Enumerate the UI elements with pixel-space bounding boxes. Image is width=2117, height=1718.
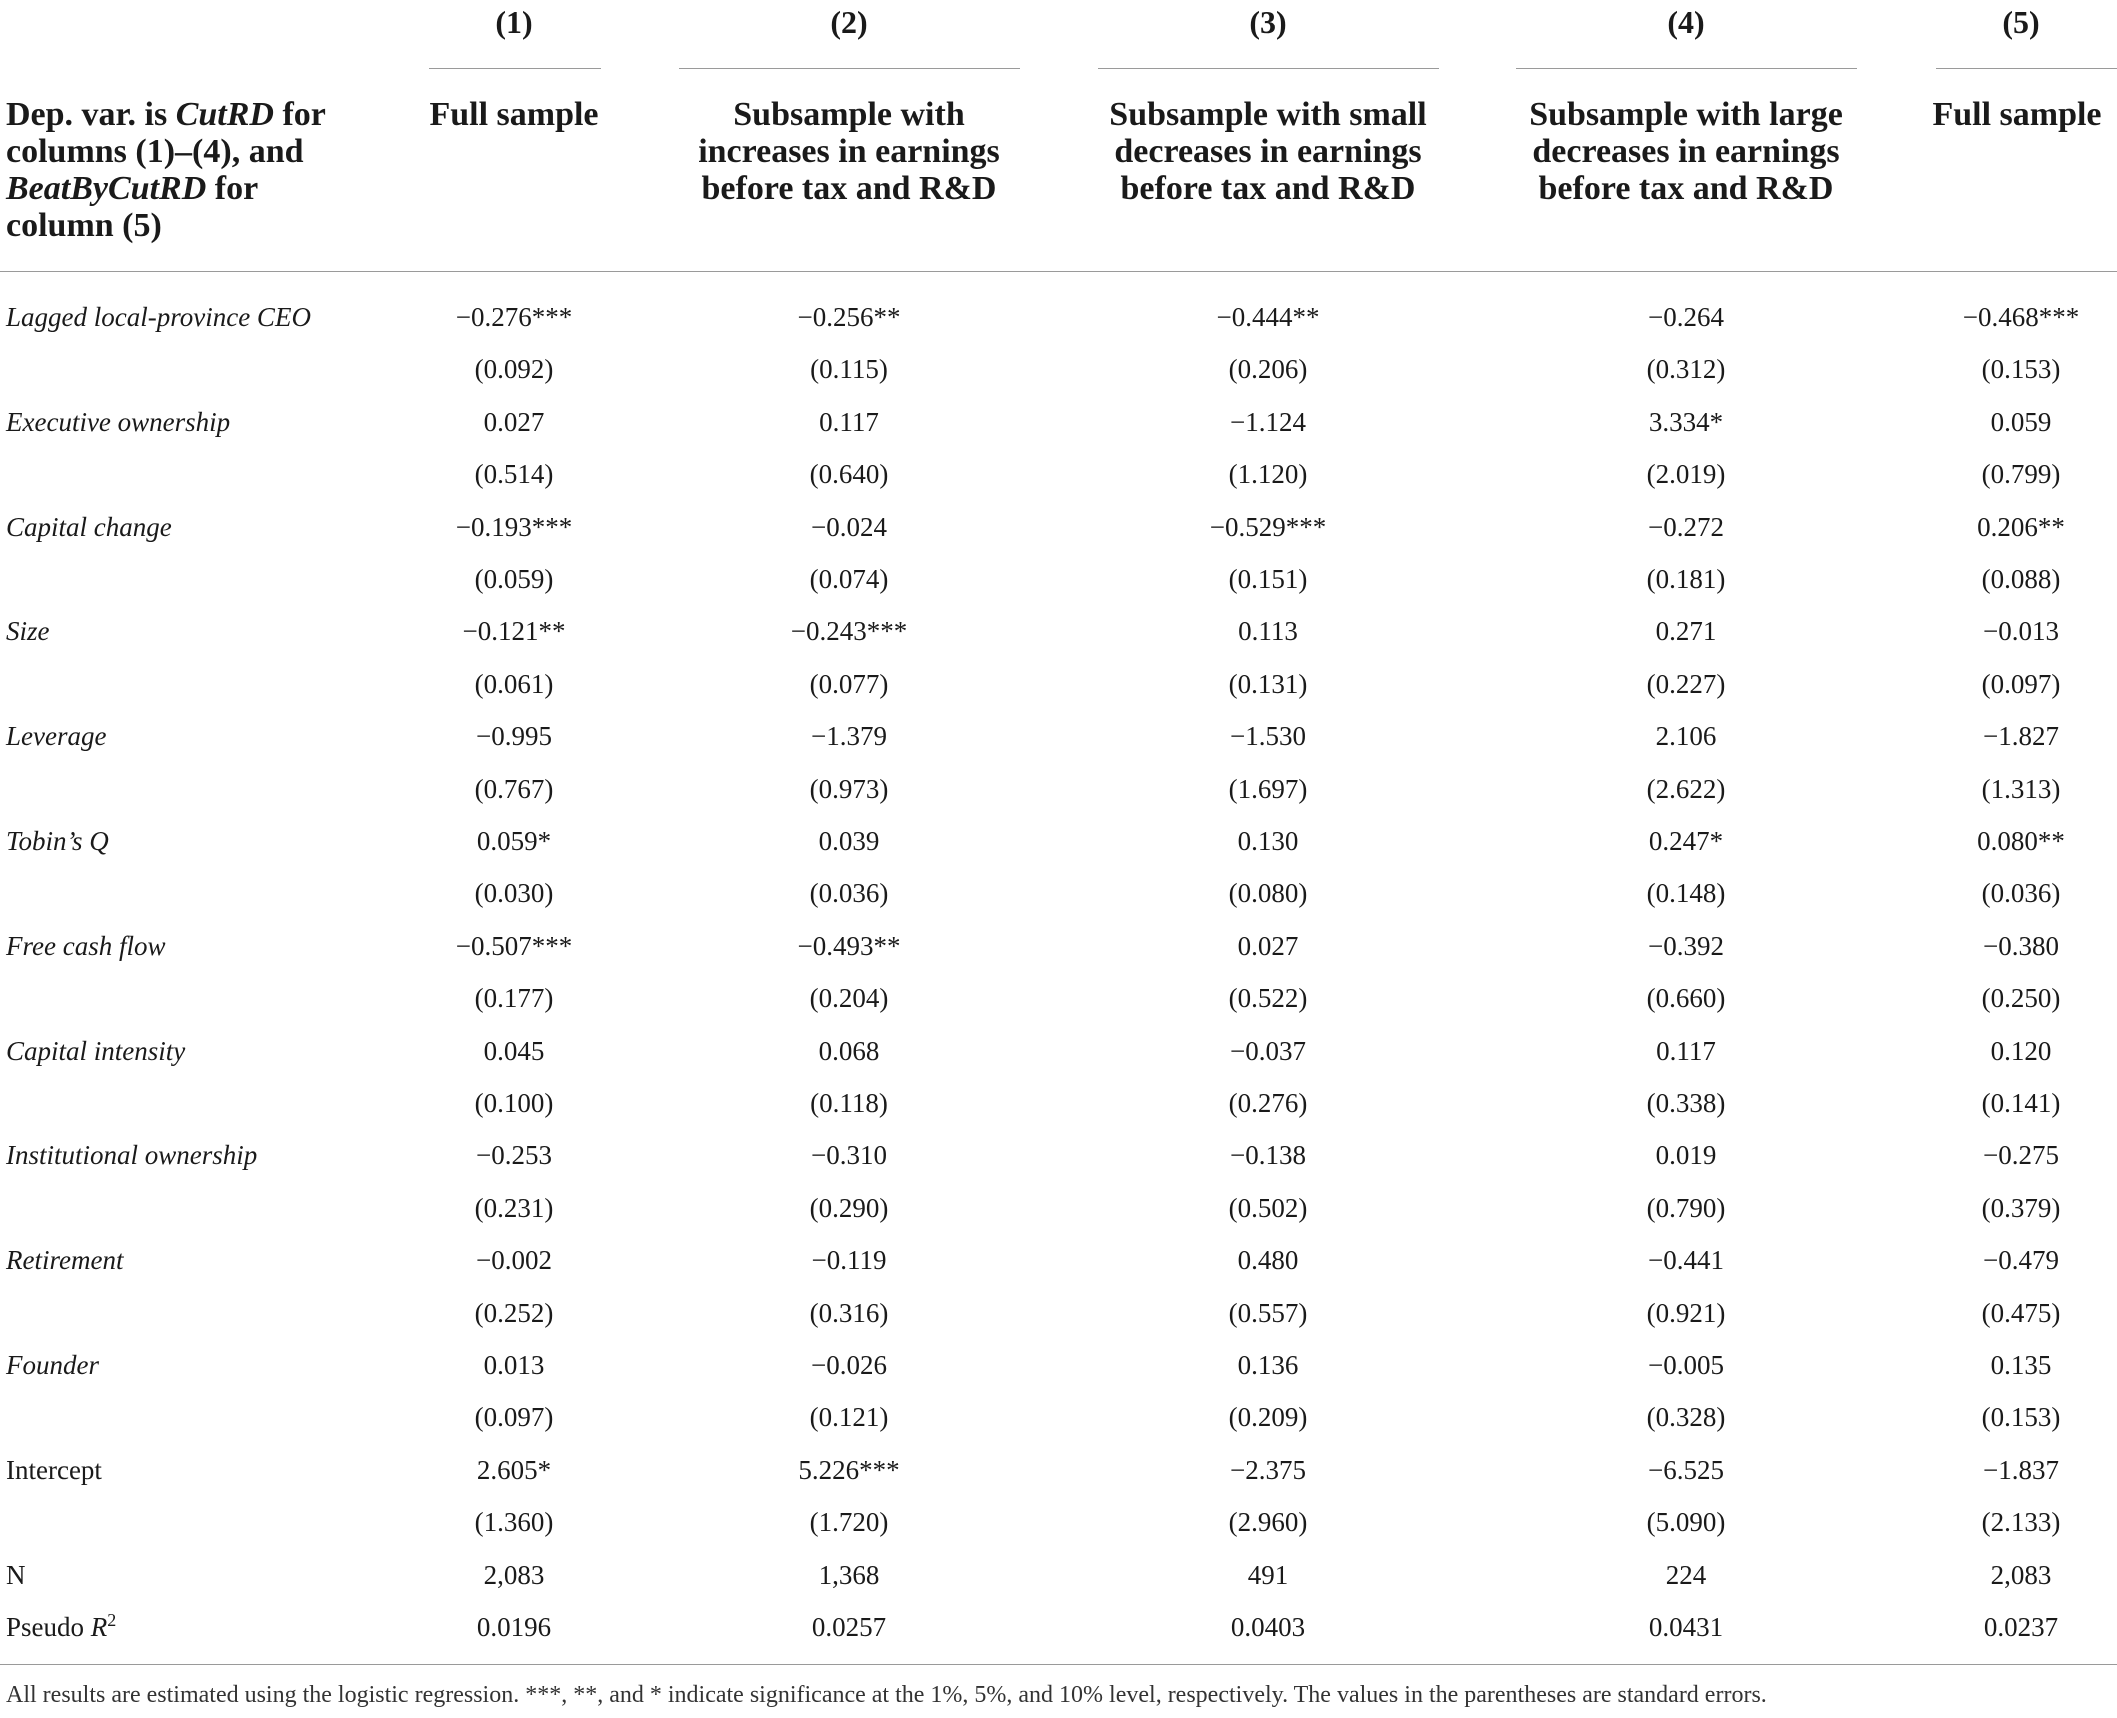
coefficient-cell: 0.059*: [476, 826, 552, 856]
coefficient-cell: −0.310: [811, 1140, 887, 1171]
table-note: All results are estimated using the logistic regression. ***, **, and * indicate significance at the 1%, 5%, and 10% level, respectively. The values in the parentheses are standard errors.: [6, 1682, 1767, 1708]
standard-error-row: [0, 1077, 2117, 1129]
coefficient-cell: −0.468***: [1962, 302, 2080, 332]
standard-error-cell: (0.209): [1228, 1402, 1308, 1433]
standard-error-cell: (0.097): [474, 1402, 554, 1433]
coefficient-cell: 0.080**: [1977, 826, 2065, 856]
coefficient-cell: 2.605*: [476, 1454, 552, 1485]
coefficient-cell: −0.026: [811, 1350, 887, 1380]
coefficient-row: [0, 710, 2117, 762]
coefficient-cell: −0.005: [1648, 1350, 1724, 1380]
standard-error-cell: (1.120): [1228, 459, 1308, 490]
stat-label: Pseudo $R^2$: [6, 1610, 117, 1642]
standard-error-cell: (2.622): [1646, 773, 1726, 804]
standard-error-cell: (0.100): [474, 1088, 554, 1118]
statistic-cell: 0.0237: [1983, 1612, 2059, 1642]
standard-error-cell: (0.276): [1228, 1088, 1308, 1118]
standard-error-cell: (0.660): [1646, 983, 1726, 1014]
row-label: Founder: [6, 1350, 99, 1380]
coefficient-cell: −1.124: [1230, 406, 1306, 437]
row-label: Capital change: [6, 511, 172, 542]
standard-error-cell: (0.077): [809, 668, 889, 699]
coefficient-cell: −0.119: [811, 1245, 887, 1276]
coefficient-cell: 0.013: [483, 1350, 545, 1380]
standard-error-cell: (0.522): [1228, 983, 1308, 1014]
coefficient-cell: −0.479: [1983, 1245, 2059, 1276]
standard-error-cell: (0.061): [474, 668, 554, 699]
standard-error-cell: (0.767): [474, 773, 554, 804]
coefficient-cell: 3.334*: [1648, 406, 1724, 437]
coefficient-cell: 0.271: [1655, 616, 1717, 647]
coefficient-cell: −1.379: [811, 721, 887, 752]
standard-error-row: [0, 763, 2117, 815]
standard-error-cell: (0.290): [809, 1192, 889, 1223]
coefficient-cell: 0.135: [1990, 1350, 2052, 1380]
standard-error-cell: (0.379): [1981, 1192, 2061, 1223]
coefficient-cell: 0.059: [1990, 406, 2052, 437]
coefficient-cell: −0.275: [1983, 1140, 2059, 1171]
standard-error-cell: (0.080): [1228, 878, 1308, 909]
coefficient-cell: −0.121**: [462, 616, 566, 647]
coefficient-cell: −0.002: [476, 1245, 552, 1276]
statistic-cell: 2,083: [483, 1559, 545, 1590]
standard-error-cell: (2.960): [1228, 1507, 1308, 1538]
standard-error-cell: (1.360): [474, 1507, 554, 1538]
row-label: Capital intensity: [6, 1035, 186, 1066]
coefficient-cell: 0.027: [483, 406, 545, 437]
standard-error-cell: (0.204): [809, 983, 889, 1014]
column-heading-5: Full sample: [1932, 96, 2102, 133]
column-number-5: (5): [2002, 4, 2040, 40]
standard-error-cell: (1.313): [1981, 773, 2061, 804]
coefficient-cell: 2.106: [1655, 721, 1717, 752]
column-rule-1: [429, 68, 601, 69]
coefficient-cell: −1.827: [1983, 721, 2059, 752]
coefficient-row: [0, 605, 2117, 657]
coefficient-cell: 0.039: [818, 826, 880, 856]
standard-error-row: [0, 553, 2117, 605]
standard-error-row: [0, 1182, 2117, 1234]
coefficient-row: [0, 501, 2117, 553]
standard-error-cell: (0.799): [1981, 459, 2061, 490]
coefficient-row: [0, 1025, 2117, 1077]
standard-error-cell: (0.312): [1646, 354, 1726, 385]
coefficient-cell: −0.037: [1230, 1035, 1306, 1066]
standard-error-cell: (0.074): [809, 564, 889, 594]
coefficient-cell: −0.529***: [1209, 511, 1327, 542]
column-number-4: (4): [1667, 4, 1705, 40]
coefficient-cell: −0.441: [1648, 1245, 1724, 1276]
coefficient-cell: 0.045: [483, 1035, 545, 1066]
standard-error-cell: (0.030): [474, 878, 554, 909]
standard-error-cell: (0.036): [809, 878, 889, 909]
row-label: Lagged local-province CEO: [6, 302, 311, 332]
standard-error-row: [0, 867, 2117, 919]
column-rule-4: [1516, 68, 1857, 69]
standard-error-cell: (0.250): [1981, 983, 2061, 1014]
coefficient-cell: −6.525: [1648, 1454, 1724, 1485]
coefficient-row: [0, 1339, 2117, 1391]
coefficient-cell: 0.019: [1655, 1140, 1717, 1171]
coefficient-cell: −1.530: [1230, 721, 1306, 752]
standard-error-cell: (2.133): [1981, 1507, 2061, 1538]
statistic-cell: 1,368: [818, 1559, 880, 1590]
stat-label: N: [6, 1559, 26, 1590]
coefficient-cell: −1.837: [1983, 1454, 2059, 1485]
column-rule-5: [1936, 68, 2117, 69]
column-heading-4: Subsample with large decreases in earnings before tax and R&D: [1529, 96, 1843, 207]
standard-error-row: [0, 972, 2117, 1024]
standard-error-cell: (0.153): [1981, 1402, 2061, 1433]
statistics-row: [0, 1601, 2117, 1653]
standard-error-cell: (0.148): [1646, 878, 1726, 909]
row-label: Executive ownership: [6, 406, 231, 437]
coefficient-cell: −0.444**: [1216, 302, 1320, 332]
row-label: Intercept: [6, 1454, 102, 1485]
statistic-cell: 491: [1247, 1559, 1289, 1590]
coefficient-cell: −0.243***: [790, 616, 908, 647]
statistics-row: [0, 1549, 2117, 1601]
statistic-cell: 0.0196: [476, 1612, 552, 1642]
standard-error-cell: (0.973): [809, 773, 889, 804]
coefficient-cell: −0.392: [1648, 930, 1724, 961]
standard-error-cell: (0.181): [1646, 564, 1726, 594]
standard-error-cell: (0.141): [1981, 1088, 2061, 1118]
coefficient-cell: 0.117: [1656, 1035, 1716, 1066]
statistic-cell: 224: [1665, 1559, 1707, 1590]
standard-error-cell: (0.231): [474, 1192, 554, 1223]
coefficient-cell: 0.113: [1238, 616, 1298, 647]
standard-error-cell: (0.328): [1646, 1402, 1726, 1433]
statistic-cell: 0.0403: [1230, 1612, 1306, 1642]
standard-error-row: [0, 658, 2117, 710]
standard-error-row: [0, 1287, 2117, 1339]
coefficient-row: [0, 396, 2117, 448]
statistic-cell: 2,083: [1990, 1559, 2052, 1590]
dependent-variable-header: Dep. var. is CutRD for columns (1)–(4), and BeatByCutRD for column (5): [6, 96, 326, 244]
standard-error-cell: (0.131): [1228, 668, 1308, 699]
standard-error-cell: (0.921): [1646, 1297, 1726, 1328]
standard-error-cell: (0.092): [474, 354, 554, 385]
row-label: Institutional ownership: [6, 1140, 258, 1171]
coefficient-row: [0, 815, 2117, 867]
standard-error-cell: (0.206): [1228, 354, 1308, 385]
coefficient-row: [0, 1129, 2117, 1181]
coefficient-cell: 0.068: [818, 1035, 880, 1066]
coefficient-cell: −0.013: [1983, 616, 2059, 647]
standard-error-cell: (0.227): [1646, 668, 1726, 699]
coefficient-cell: −0.024: [811, 511, 887, 542]
standard-error-cell: (1.720): [809, 1507, 889, 1538]
standard-error-cell: (0.790): [1646, 1192, 1726, 1223]
column-heading-1: Full sample: [429, 96, 599, 133]
coefficient-cell: −0.995: [476, 721, 552, 752]
coefficient-row: [0, 920, 2117, 972]
coefficient-cell: −0.253: [476, 1140, 552, 1171]
standard-error-cell: (0.316): [809, 1297, 889, 1328]
coefficient-cell: −0.507***: [455, 930, 573, 961]
column-rule-2: [679, 68, 1020, 69]
standard-error-row: [0, 1496, 2117, 1548]
standard-error-row: [0, 448, 2117, 500]
standard-error-cell: (0.097): [1981, 668, 2061, 699]
statistic-cell: 0.0431: [1648, 1612, 1724, 1642]
column-number-3: (3): [1249, 4, 1287, 40]
column-heading-2: Subsample with increases in earnings before tax and R&D: [698, 96, 1000, 207]
coefficient-cell: −0.493**: [797, 930, 901, 961]
standard-error-cell: (5.090): [1646, 1507, 1726, 1538]
standard-error-cell: (0.151): [1228, 564, 1308, 594]
standard-error-cell: (0.252): [474, 1297, 554, 1328]
column-heading-3: Subsample with small decreases in earnings before tax and R&D: [1109, 96, 1427, 207]
row-label: Tobin’s Q: [6, 826, 109, 856]
standard-error-cell: (0.121): [809, 1402, 889, 1433]
coefficient-cell: −0.264: [1648, 302, 1724, 332]
standard-error-cell: (0.640): [809, 459, 889, 490]
row-label: Retirement: [6, 1245, 124, 1276]
standard-error-row: [0, 343, 2117, 395]
column-number-2: (2): [830, 4, 868, 40]
standard-error-cell: (0.036): [1981, 878, 2061, 909]
column-number-1: (1): [495, 4, 533, 40]
standard-error-cell: (1.697): [1228, 773, 1308, 804]
standard-error-cell: (0.059): [474, 564, 554, 594]
standard-error-cell: (0.153): [1981, 354, 2061, 385]
column-rule-3: [1098, 68, 1439, 69]
standard-error-cell: (0.177): [474, 983, 554, 1014]
coefficient-cell: 0.136: [1237, 1350, 1299, 1380]
coefficient-cell: 0.206**: [1977, 511, 2065, 542]
coefficient-cell: −0.276***: [455, 302, 573, 332]
coefficient-cell: 0.247*: [1648, 826, 1724, 856]
coefficient-cell: −2.375: [1230, 1454, 1306, 1485]
standard-error-cell: (0.514): [474, 459, 554, 490]
coefficient-cell: 0.120: [1990, 1035, 2052, 1066]
coefficient-cell: 0.480: [1237, 1245, 1299, 1276]
standard-error-row: [0, 1391, 2117, 1443]
coefficient-cell: −0.272: [1648, 511, 1724, 542]
standard-error-cell: (0.088): [1981, 564, 2061, 594]
header-rule: [0, 271, 2117, 272]
coefficient-row: [0, 1444, 2117, 1496]
standard-error-cell: (0.115): [810, 354, 888, 385]
coefficient-cell: −0.138: [1230, 1140, 1306, 1171]
coefficient-cell: −0.380: [1983, 930, 2059, 961]
coefficient-cell: 5.226***: [798, 1454, 900, 1485]
standard-error-cell: (0.557): [1228, 1297, 1308, 1328]
standard-error-cell: (0.338): [1646, 1088, 1726, 1118]
coefficient-row: [0, 1234, 2117, 1286]
standard-error-cell: (0.502): [1228, 1192, 1308, 1223]
coefficient-cell: 0.027: [1237, 930, 1299, 961]
coefficient-cell: −0.256**: [797, 302, 901, 332]
standard-error-cell: (0.475): [1981, 1297, 2061, 1328]
standard-error-cell: (0.118): [810, 1088, 888, 1118]
row-label: Leverage: [6, 721, 107, 752]
row-label: Size: [6, 616, 50, 647]
coefficient-cell: 0.117: [819, 406, 879, 437]
bottom-rule: [0, 1664, 2117, 1665]
coefficient-cell: −0.193***: [455, 511, 573, 542]
coefficient-cell: 0.130: [1237, 826, 1299, 856]
row-label: Free cash flow: [6, 930, 166, 961]
statistic-cell: 0.0257: [811, 1612, 887, 1642]
standard-error-cell: (2.019): [1646, 459, 1726, 490]
coefficient-row: [0, 291, 2117, 343]
